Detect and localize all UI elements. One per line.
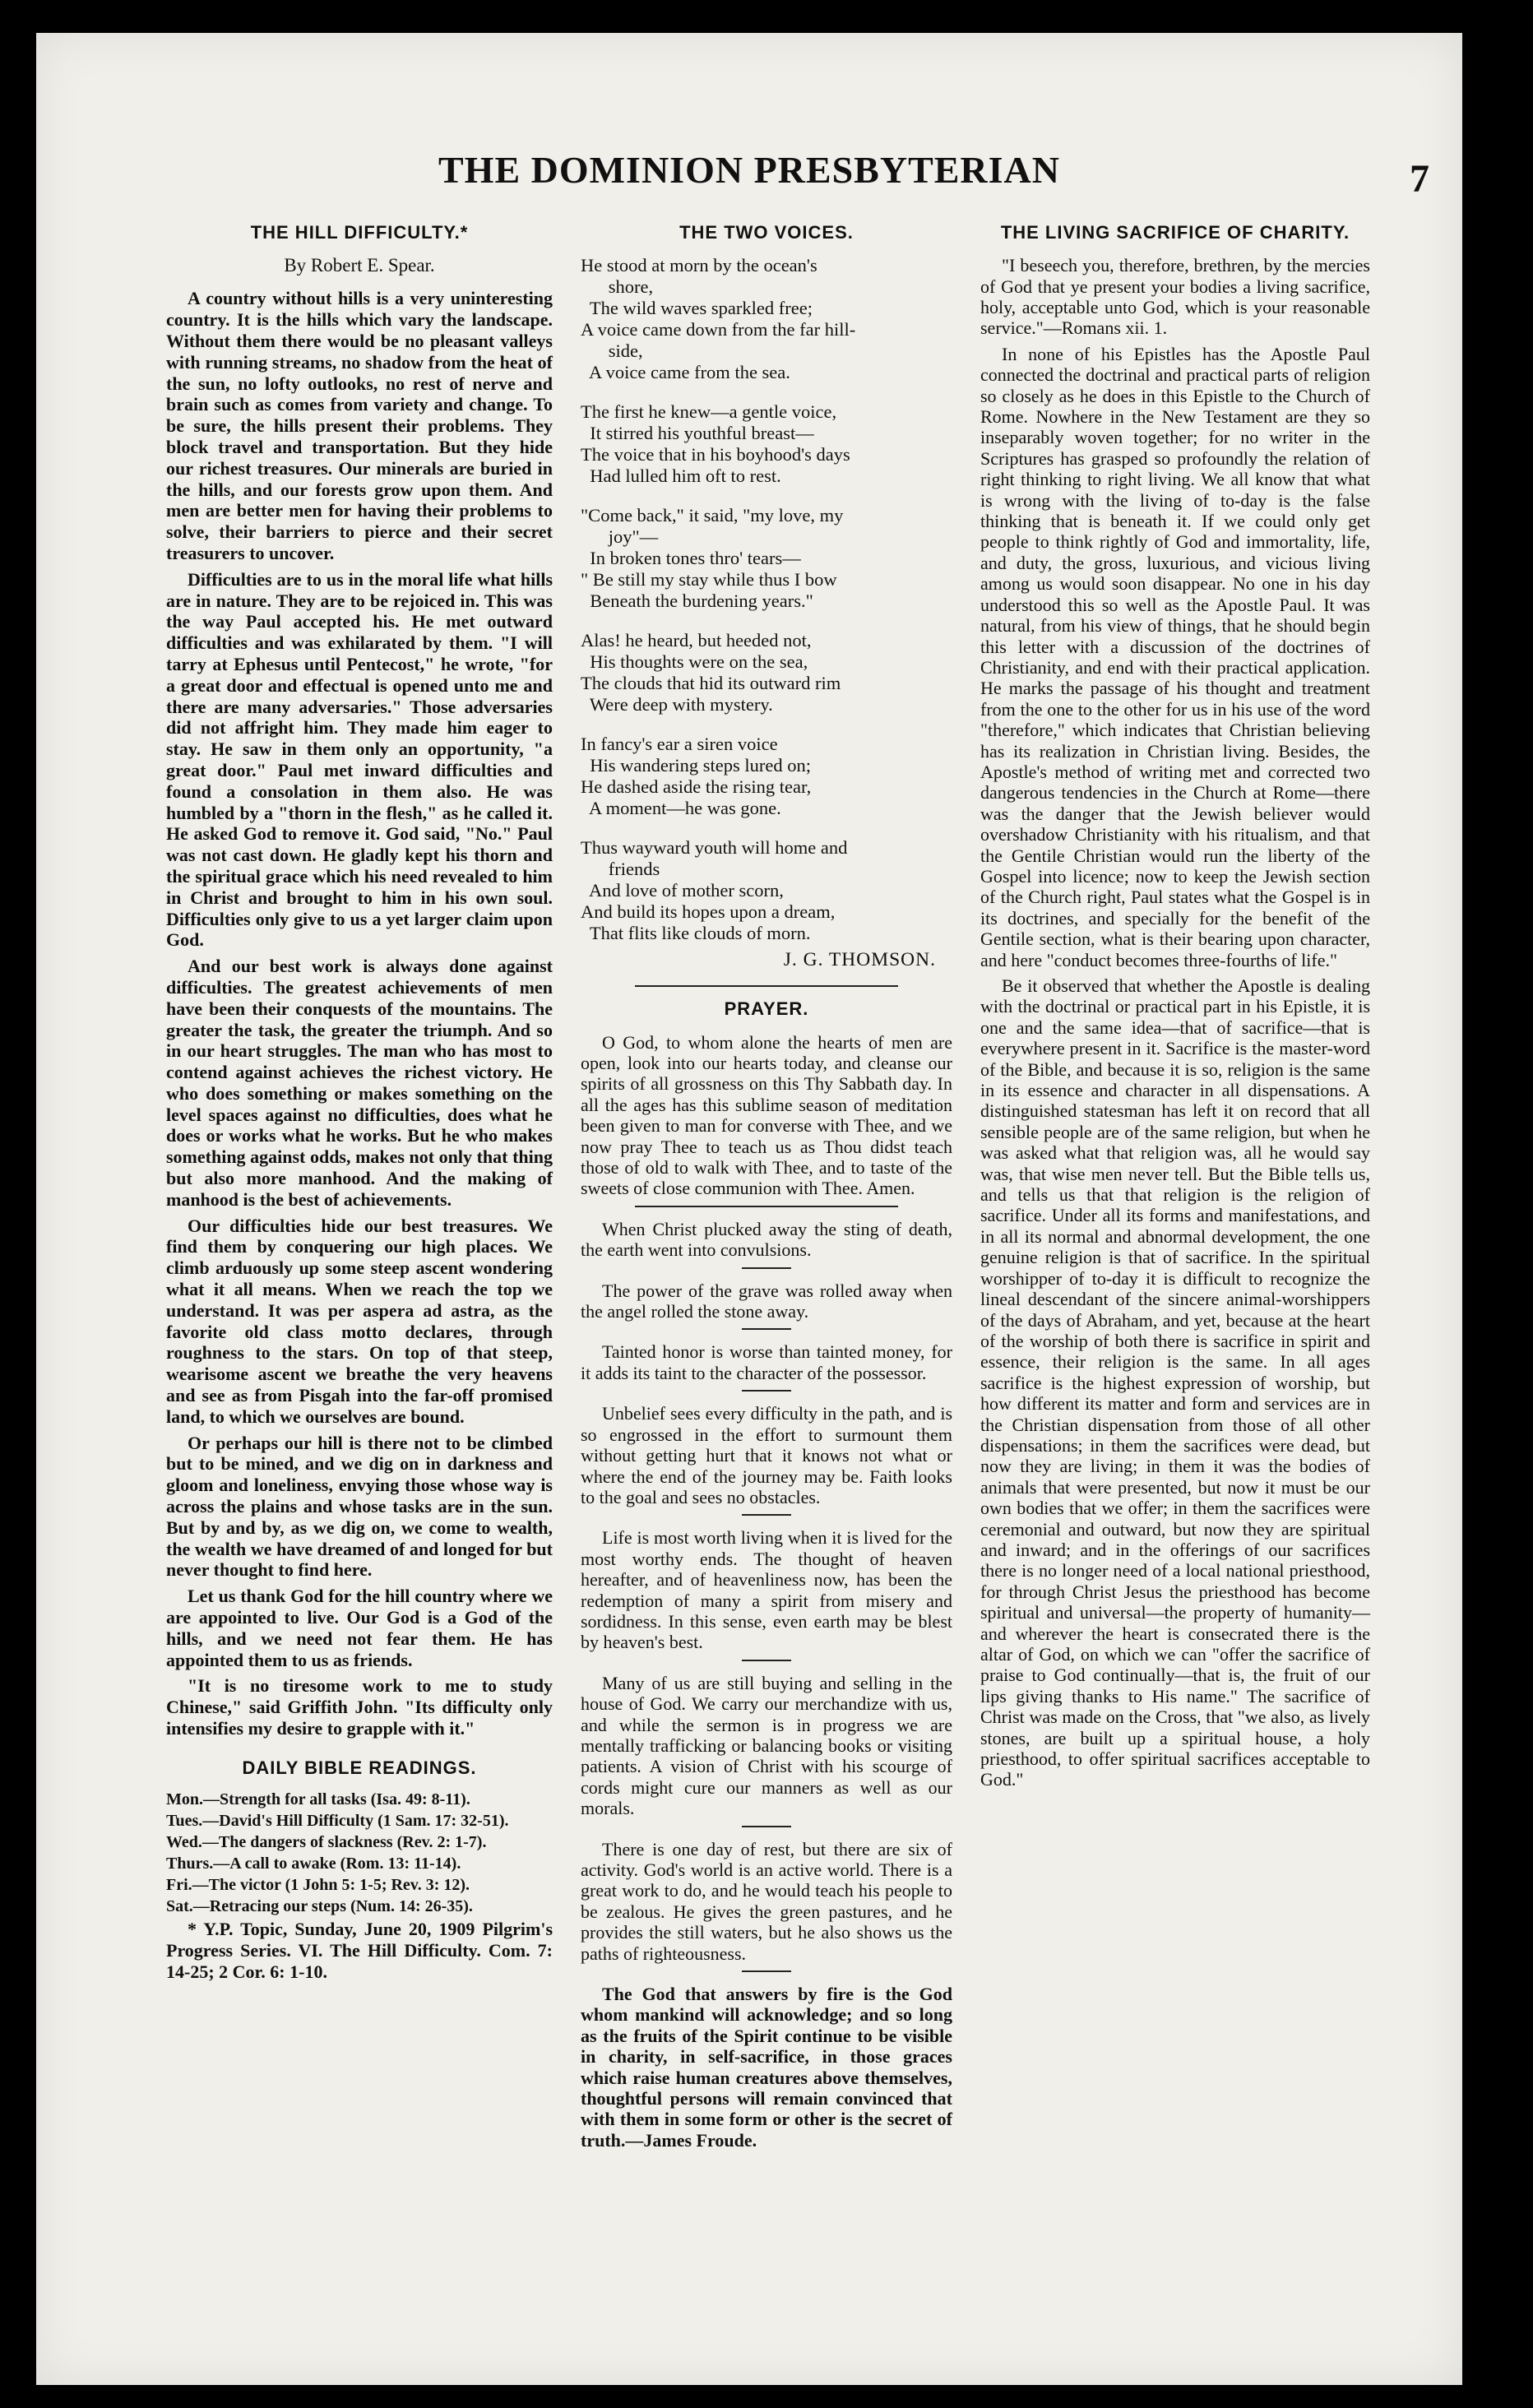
saying: Tainted honor is worse than tainted money, for it adds its taint to the character of the possessor.	[581, 1341, 952, 1383]
poem-line: He stood at morn by the ocean's	[581, 255, 817, 276]
poem-line: The voice that in his boyhood's days	[581, 444, 850, 465]
reading-item: Sat.—Retracing our steps (Num. 14: 26-35).	[166, 1897, 473, 1915]
page-number: 7	[1410, 157, 1429, 201]
reading-item: Mon.—Strength for all tasks (Isa. 49: 8-11).	[166, 1790, 470, 1808]
saying: Life is most worth living when it is lived for the most worthy ends. The thought of heaven hereafter, and of heavenliness now, has been the redemption of many a spirit from misery and sordidness. In this sense, even earth may be blest by heaven's best.	[581, 1527, 952, 1653]
byline: By Robert E. Spear.	[284, 255, 435, 276]
poem-line: " Be still my stay while thus I bow	[581, 569, 837, 590]
paragraph: Be it observed that whether the Apostle is dealing with the doctrinal or practical part in his Epistle, it is one and the same idea—that of sacrifice—that is everywhere present in it. Sacrifice is the master-word of the Bible, and because it is so, religion is the same in its essence and character in all dispensations. A distinguished statesman has left it on record that all sensible people are of the same religion, but when he was asked what that religion was, all he would say was, that wise men never tell. But the Bible tells us, and tells us that that religion is the religion of sacrifice. Under all its forms and manifestations, and in all its normal and abnormal development, the one genuine religion is that of sacrifice. In the spiritual worshipper of to-day it is difficult to recognize the lineal descendant of the sincere animal-worshippers of the days of Abraham, and yet, because at the heart of the worship of both there is sacrifice in spirit and essence, their religion is the same. In all ages sacrifice is the highest expression of worship, but how different its matter and form and services are in the Christian dispensation from those of all other dispensations; in them the sacrifices were dead, but now they are living; in them it was the bodies of animals that were presented, but now it must be our own bodies that we offer; in them the sacrifices were ceremonial and outward, but now they are spiritual and inward; and in the offerings of our sacrifices there is no longer need of a local national priesthood, for through Christ Jesus the priesthood has become spiritual and universal—the property of humanity—and wherever the heart is consecrated there is the altar of God, on which we can "offer the sacrifice of praise to God continually—that is, the fruit of our lips giving thanks to His name." The sacrifice of Christ was made on the Cross, that "we also, as lively stones, are built up a spiritual house, a holy priesthood, to offer spiritual sacrifices acceptable to God."	[980, 975, 1370, 1790]
saying: There is one day of rest, but there are six of activity. God's world is an active world. There is a great work to do, and he would teach his people to be zealous. He gives the green pastures, and he provides the still waters, but he also shows us the paths of righteousness.	[581, 1838, 952, 1964]
paragraph: "I beseech you, therefore, brethren, by the mercies of God that ye present your bodies a living sacrifice, holy, acceptable unto God, which is your reasonable service."—Romans xii. 1.	[980, 255, 1370, 339]
poem-line: side,	[581, 340, 643, 362]
poem-signature: J. G. THOMSON.	[783, 949, 936, 971]
saying: Many of us are still buying and selling in the house of God. We carry our merchandize with us, and while the sermon is in progress we are mentally trafficking or balancing books or visiting patients. A vision of Christ with his scourge of cords might cure our manners as well as our morals.	[581, 1672, 952, 1819]
article-title: THE HILL DIFFICULTY.*	[250, 222, 469, 243]
column-hill-difficulty	[166, 222, 553, 1987]
saying: The God that answers by fire is the God whom mankind will acknowledge; and so long as the fruits of the Spirit continue to be visible in charity, in self-sacrifice, in those graces which raise human creatures above themselves, thoughtful persons will remain convinced that with them in some form or other is the secret of truth.—James Froude.	[581, 1984, 952, 2151]
poem-title: THE TWO VOICES.	[679, 222, 854, 243]
readings-title: DAILY BIBLE READINGS.	[242, 1757, 477, 1778]
saying: The power of the grave was rolled away when the angel rolled the stone away.	[581, 1280, 952, 1322]
stanza	[581, 255, 952, 383]
divider	[635, 1206, 898, 1207]
divider	[742, 1267, 791, 1269]
column-living-sacrifice	[980, 222, 1370, 1795]
prayer-text: O God, to whom alone the hearts of men are open, look into our hearts today, and cleanse our spirits of all grossness on this Thy Sabbath day. In all the ages has this sublime season of meditation been given to man for converse with Thee, and we now pray Thee to teach us as Thou didst teach those of old to walk with Thee, and to taste of the sweets of close communion with Thee. Amen.	[581, 1031, 952, 1199]
poem-line: Alas! he heard, but heeded not,	[581, 630, 812, 651]
poem-line: shore,	[581, 276, 654, 298]
poem-line: The wild waves sparkled free;	[581, 298, 813, 319]
page-header: THE DOMINION PRESBYTERIAN	[438, 149, 1060, 191]
stanza	[581, 401, 952, 487]
poem-line: Had lulled him oft to rest.	[581, 465, 781, 487]
divider	[742, 1970, 791, 1972]
paragraph: Let us thank God for the hill country where we are appointed to live. Our God is a God of the hills, and we need not fear them. He has appointed them to us as friends.	[166, 1586, 553, 1670]
poem-line: In fancy's ear a siren voice	[581, 734, 778, 755]
paragraph: Or perhaps our hill is there not to be climbed but to be mined, and we dig on in darkness and gloom and loneliness, envying those whose way is across the plains and whose tasks are in the sun. But by and by, as we dig on, we come to wealth, the wealth we have dreamed of and longed for but never thought to find here.	[166, 1432, 553, 1581]
divider	[635, 985, 898, 987]
paragraph: Difficulties are to us in the moral life what hills are in nature. They are to be rejoiced in. This was the way Paul accepted his. He met outward difficulties and was exhilarated by them. "I will tarry at Ephesus until Pentecost," he wrote, "for a great door and effectual is opened unto me and there are many adversaries." Those adversaries did not affright him. They made him eager to stay. He saw in them only an opportunity, "a great door." Paul met inward difficulties and found a consolation in them also. He was humbled by a "thorn in the flesh," as he called it. He asked God to remove it. God said, "No." Paul was not cast down. He gladly kept his thorn and the spiritual grace which his need revealed to him in Christ and brought to him in his own soul. Difficulties only give to us a yet larger claim upon God.	[166, 568, 553, 951]
poem-line: A voice came from the sea.	[581, 362, 790, 383]
saying: When Christ plucked away the sting of death, the earth went into convulsions.	[581, 1218, 952, 1261]
poem-line: He dashed aside the rising tear,	[581, 776, 812, 798]
stanza	[581, 630, 952, 715]
paragraph: And our best work is always done against difficulties. The greatest achievements of men have been their conquests of the mountains. The greater the task, the greater the triumph. And so in our heart struggles. The man who has most to contend against achieves the richest victory. He who does something or makes something on the level spaces against no difficulties, does what he does or works what he works. But he who makes something against odds, makes not only that thing but also more manhood. And the making of manhood is the best of achievements.	[166, 956, 553, 1210]
poem-line: "Come back," it said, "my love, my	[581, 505, 844, 526]
poem-line: The clouds that hid its outward rim	[581, 673, 841, 694]
column-two-voices	[581, 222, 952, 2156]
poem-line: That flits like clouds of morn.	[581, 923, 811, 944]
stanza	[581, 734, 952, 819]
footnote: * Y.P. Topic, Sunday, June 20, 1909 Pilgrim's Progress Series. VI. The Hill Difficulty. Com. 7: 14-25; 2 Cor. 6: 1-10.	[166, 1919, 553, 1982]
paragraph: A country without hills is a very uninteresting country. It is the hills which vary the landscape. Without them there would be no pleasant valleys with running streams, no shadow from the heat of the sun, no lofty outlooks, no rest of nerve and brain such as comes from variety and change. To be sure, the hills present their problems. They block travel and transportation. But they hide our richest treasures. Our minerals are buried in the hills, and our forests grow upon them. And men are better men for having their problems to solve, their barriers to pierce and their secret treasurers to uncover.	[166, 288, 553, 563]
newspaper-page	[36, 33, 1462, 2385]
reading-item: Wed.—The dangers of slackness (Rev. 2: 1-7).	[166, 1833, 487, 1851]
poem-line: His thoughts were on the sea,	[581, 651, 808, 673]
poem-line: friends	[581, 859, 660, 880]
poem-line: And love of mother scorn,	[581, 880, 784, 901]
divider	[742, 1514, 791, 1516]
paragraph: Our difficulties hide our best treasures. We find them by conquering our high places. We climb arduously up some steep ascent wondering what it all means. When we reach the top we understand. It was per aspera ad astra, as the favorite old class motto declares, through roughness to the stars. On top of that steep, wearisome ascent we breathe the very heavens and see as from Pisgah into the far-off promised land, to which we ourselves are bound.	[166, 1215, 553, 1427]
article-title: THE LIVING SACRIFICE OF CHARITY.	[1000, 222, 1350, 243]
readings-list	[166, 1790, 553, 1915]
divider	[742, 1826, 791, 1827]
poem-line: Thus wayward youth will home and	[581, 837, 848, 859]
poem-line: The first he knew—a gentle voice,	[581, 401, 837, 423]
poem-line: In broken tones thro' tears—	[581, 548, 801, 569]
poem-line: It stirred his youthful breast—	[581, 423, 814, 444]
poem-line: joy"—	[581, 526, 659, 548]
reading-item: Tues.—David's Hill Difficulty (1 Sam. 17: 32-51).	[166, 1812, 509, 1830]
divider	[742, 1390, 791, 1392]
paragraph: "It is no tiresome work to me to study Chinese," said Griffith John. "Its difficulty only intensifies my desire to grapple with it."	[166, 1675, 553, 1739]
poem-line: Were deep with mystery.	[581, 694, 773, 715]
paragraph: In none of his Epistles has the Apostle Paul connected the doctrinal and practical parts of religion so closely as he does in this Epistle to the Church of Rome. Nowhere in the New Testament are they so inseparably woven together; for no writer in the Scriptures has grasped so profoundly the relation of right thinking to right living. We all know that what is wrong with the living of to-day is the false thinking that is beneath it. If we could only get people to think rightly of God and immortality, life, and duty, the gross, luxurious, and vicious living among us would soon disappear. No one in his day understood this so well as the Apostle Paul. It was natural, from his view of things, that he should begin this letter with a discussion of the doctrines of Christianity, and end with their practical application. He marks the passage of his thought and treatment from the one to the other for us in his use of the word "therefore," which indicates that Christian believing has its realization in Christian living. Besides, the Apostle's method of writing met and corrected two dangerous tendencies in the Church at Rome—there was the danger that the Jewish believer would overshadow Christianity with his ritualism, and that the Gentile Christian would run the liberty of the Gospel into licence; now to keep the Jewish section of the Church right, Paul states what the Gospel is in its doctrines, and specially for the benefit of the Gentile section, what is their bearing upon character, and here "conduct becomes three-fourths of life."	[980, 343, 1370, 970]
poem-line: A moment—he was gone.	[581, 798, 781, 819]
poem-line: His wandering steps lured on;	[581, 755, 811, 776]
divider	[742, 1660, 791, 1661]
poem-line: Beneath the burdening years."	[581, 590, 813, 612]
poem-line: A voice came down from the far hill-	[581, 319, 856, 340]
stanza	[581, 505, 952, 612]
divider	[742, 1328, 791, 1330]
reading-item: Fri.—The victor (1 John 5: 1-5; Rev. 3: 12).	[166, 1876, 470, 1894]
reading-item: Thurs.—A call to awake (Rom. 13: 11-14).	[166, 1855, 461, 1873]
saying: Unbelief sees every difficulty in the path, and is so engrossed in the effort to surmount them without getting hurt that it knows not what or where the end of the journey may be. Faith looks to the goal and sees no obstacles.	[581, 1403, 952, 1507]
poem-line: And build its hopes upon a dream,	[581, 901, 836, 923]
stanza	[581, 837, 952, 944]
prayer-title: PRAYER.	[724, 998, 809, 1020]
